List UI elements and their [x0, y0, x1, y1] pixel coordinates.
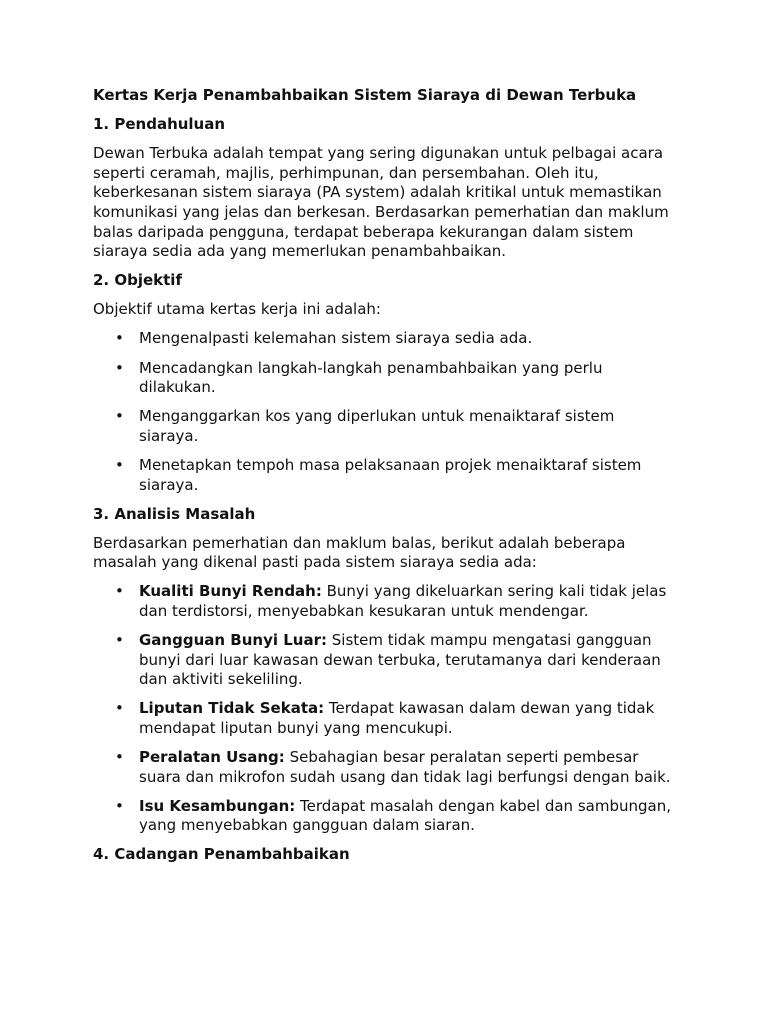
list-item [93, 456, 674, 495]
objektif-list [93, 329, 674, 495]
list-item [93, 631, 674, 690]
list-item [93, 748, 674, 787]
list-item [93, 582, 674, 621]
list-item-text: Mengenalpasti kelemahan sistem siaraya sedia ada. [139, 329, 533, 348]
section-heading-objektif: 2. Objektif [93, 271, 182, 290]
list-item-text: Bunyi yang dikeluarkan sering kali tidak jelas dan terdistorsi, menyebabkan kesukaran untuk mendengar. [139, 582, 667, 620]
bullet-icon: • [115, 329, 124, 348]
bullet-icon: • [115, 796, 124, 815]
list-item [93, 407, 674, 446]
bullet-icon: • [115, 582, 124, 601]
list-item-text: Mencadangkan langkah-langkah penambahbaikan yang perlu dilakukan. [139, 358, 603, 397]
pendahuluan-paragraph: Dewan Terbuka adalah tempat yang sering digunakan untuk pelbagai acara seperti ceramah, majlis, perhimpunan, dan persembahan. Oleh itu, keberkesanan sistem siaraya (PA system) adalah kritikal untuk memastikan komunikasi yang jelas dan berkesan. Berdasarkan pemerhatian dan maklum balas daripada pengguna, terdapat beberapa kekurangan dalam sistem siaraya sedia ada yang memerlukan penambahbaikan. [93, 144, 669, 261]
bullet-icon: • [115, 631, 124, 650]
section-heading-cadangan-penambahbaikan: 4. Cadangan Penambahbaikan [93, 845, 350, 864]
analisis-intro: Berdasarkan pemerhatian dan maklum balas, berikut adalah beberapa masalah yang dikenal pasti pada sistem siaraya sedia ada: [93, 533, 626, 572]
list-item [93, 797, 674, 836]
bullet-icon: • [115, 407, 124, 426]
list-item [93, 359, 674, 398]
bullet-icon: • [115, 699, 124, 718]
bullet-icon: • [115, 748, 124, 767]
document-title: Kertas Kerja Penambahbaikan Sistem Siaraya di Dewan Terbuka [93, 86, 637, 104]
list-item-term: Gangguan Bunyi Luar: [139, 631, 327, 650]
list-item-text: Menganggarkan kos yang diperlukan untuk menaiktaraf sistem siaraya. [139, 407, 615, 445]
list-item-text: Menetapkan tempoh masa pelaksanaan projek menaiktaraf sistem siaraya. [139, 455, 642, 494]
bullet-icon: • [115, 455, 124, 474]
list-item [93, 699, 674, 738]
list-item-term: Peralatan Usang: [139, 748, 285, 767]
list-item [93, 329, 674, 349]
masalah-list [93, 582, 674, 836]
list-item-text: Sebahagian besar peralatan seperti pembesar suara dan mikrofon sudah usang dan tidak lagi berfungsi dengan baik. [139, 748, 671, 786]
objektif-intro: Objektif utama kertas kerja ini adalah: [93, 300, 381, 319]
list-item-term: Isu Kesambungan: [139, 796, 296, 815]
section-heading-pendahuluan: 1. Pendahuluan [93, 115, 226, 134]
list-item-text: Terdapat masalah dengan kabel dan sambungan, yang menyebabkan gangguan dalam siaran. [139, 796, 671, 835]
list-item-text: Sistem tidak mampu mengatasi gangguan bunyi dari luar kawasan dewan terbuka, terutamanya dari kenderaan dan aktiviti sekeliling. [139, 631, 661, 689]
bullet-icon: • [115, 358, 124, 377]
list-item-text: Terdapat kawasan dalam dewan yang tidak mendapat liputan bunyi yang mencukupi. [139, 699, 655, 737]
section-heading-analisis-masalah: 3. Analisis Masalah [93, 504, 256, 523]
list-item-term: Kualiti Bunyi Rendah: [139, 582, 322, 601]
list-item-term: Liputan Tidak Sekata: [139, 699, 325, 718]
